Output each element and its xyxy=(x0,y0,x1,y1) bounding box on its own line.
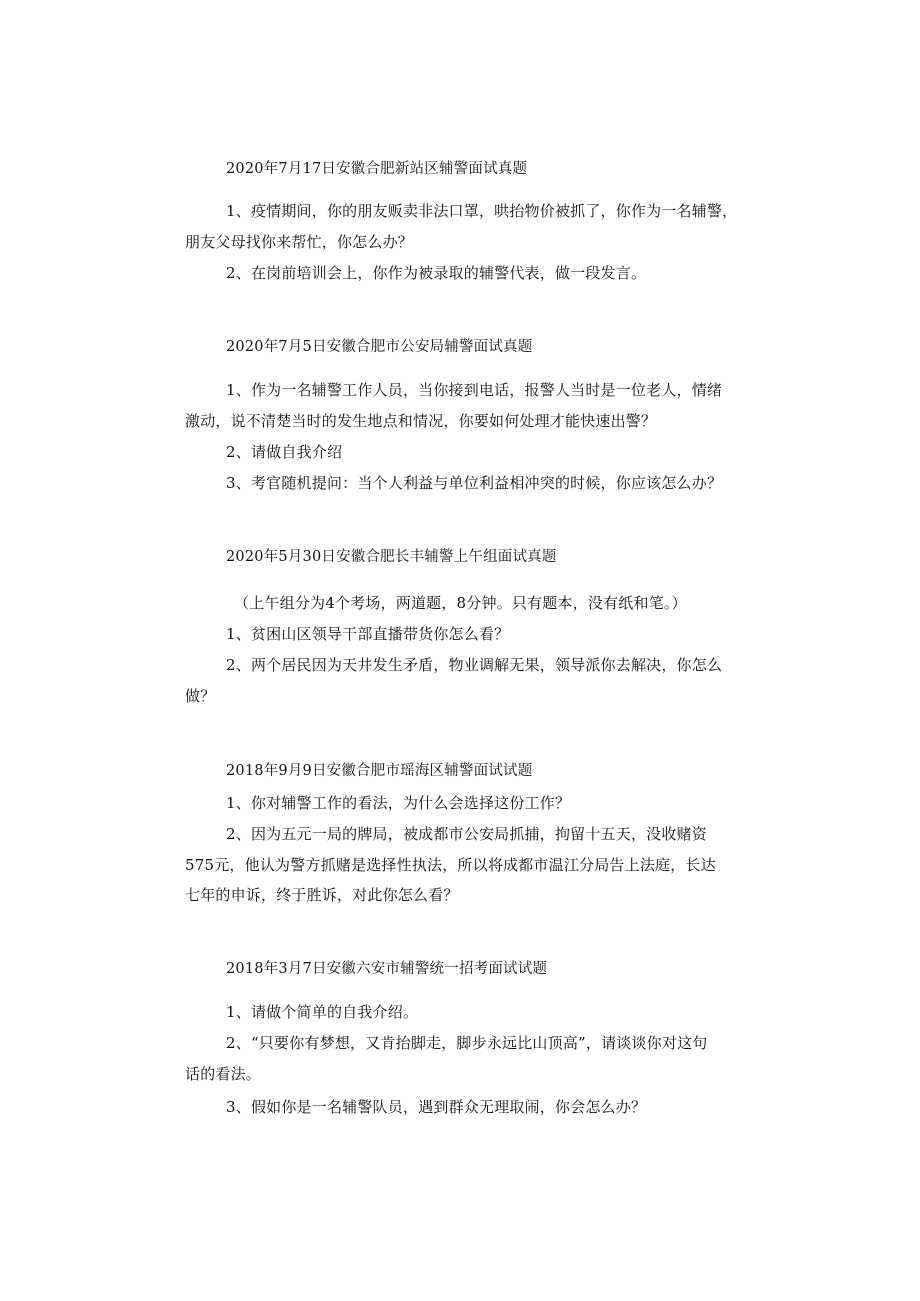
question-line: 七年的申诉，终于胜诉，对此你怎么看？ xyxy=(185,886,459,904)
question-line: 1、贫困山区领导干部直播带货你怎么看？ xyxy=(226,625,510,643)
question-line: 1、请做个简单的自我介绍。 xyxy=(226,1003,419,1021)
question-line: 话的看法。 xyxy=(185,1065,262,1083)
question-line: 3、假如你是一名辅警队员，遇到群众无理取闹，你会怎么办？ xyxy=(226,1098,647,1116)
question-line: 3、考官随机提问：当个人利益与单位利益相冲突的时候，你应该怎么办？ xyxy=(226,474,723,492)
question-line: 2、因为五元一局的牌局，被成都市公安局抓捕，拘留十五天，没收赌资 xyxy=(226,825,707,843)
exam-note: （上午组分为4个考场，两道题，8分钟。只有题本，没有纸和笔。） xyxy=(234,594,687,612)
question-line: 朋友父母找你来帮忙，你怎么办？ xyxy=(185,233,414,251)
section-title: 2020年7月5日安徽合肥市公安局辅警面试真题 xyxy=(226,339,533,355)
question-line: 1、疫情期间，你的朋友贩卖非法口罩，哄抬物价被抓了，你作为一名辅警， xyxy=(226,202,738,220)
question-line: 1、作为一名辅警工作人员，当你接到电话，报警人当时是一位老人，情绪 xyxy=(226,381,723,399)
question-line: 1、你对辅警工作的看法，为什么会选择这份工作？ xyxy=(226,794,571,812)
question-line: 575元，他认为警方抓赌是选择性执法，所以将成都市温江分局告上法庭，长达 xyxy=(185,856,716,874)
question-line: 2、请做自我介绍 xyxy=(226,443,343,461)
section-title: 2018年3月7日安徽六安市辅警统一招考面试试题 xyxy=(226,961,548,977)
question-line: 做？ xyxy=(185,687,216,705)
section-title: 2020年7月17日安徽合肥新站区辅警面试真题 xyxy=(226,161,528,177)
section-title: 2018年9月9日安徽合肥市瑶海区辅警面试试题 xyxy=(226,763,533,779)
question-line: 2、在岗前培训会上，你作为被录取的辅警代表，做一段发言。 xyxy=(226,264,647,282)
question-line: 激动，说不清楚当时的发生地点和情况，你要如何处理才能快速出警？ xyxy=(185,412,657,430)
question-line: 2、“只要你有梦想，又肯抬脚走，脚步永远比山顶高”，请谈谈你对这句 xyxy=(226,1034,708,1052)
section-title: 2020年5月30日安徽合肥长丰辅警上午组面试真题 xyxy=(226,549,557,565)
question-line: 2、两个居民因为天井发生矛盾，物业调解无果，领导派你去解决，你怎么 xyxy=(226,656,723,674)
